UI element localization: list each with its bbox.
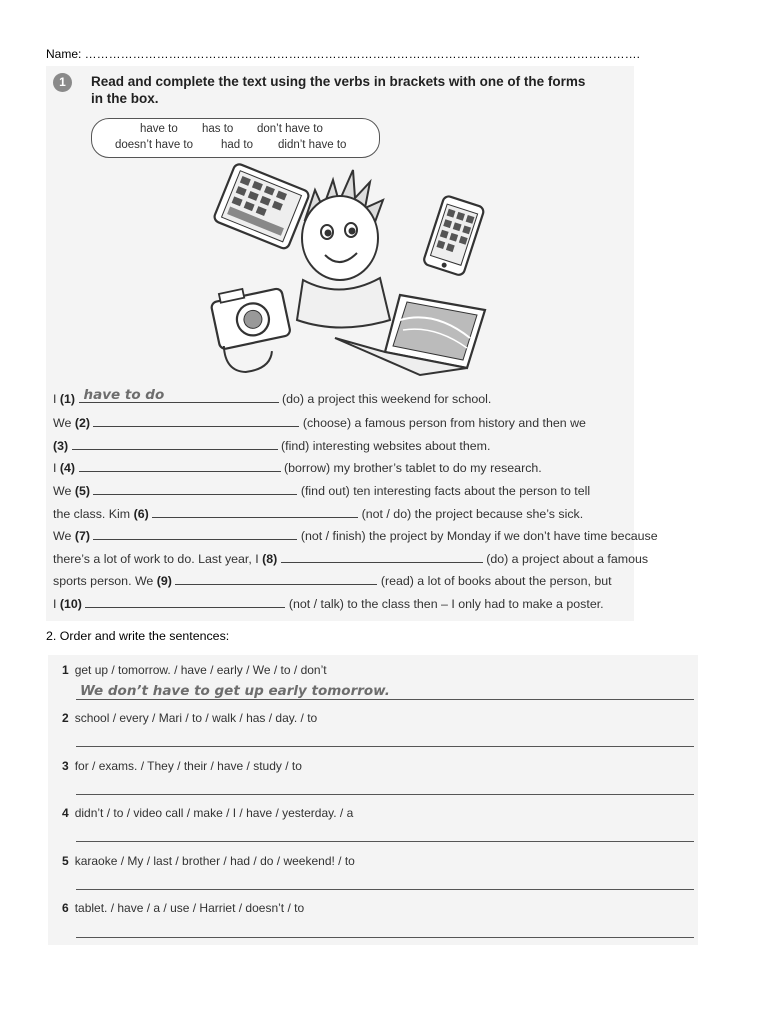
text-line-1: I (1) have to do (do) a project this weekend for school. [53, 387, 492, 406]
text-line-5: We (5) (find out) ten interesting facts about the person to tell [53, 484, 591, 498]
word-option: didn’t have to [278, 139, 347, 151]
text-line-2: We (2) (choose) a famous person from history and then we [53, 416, 586, 430]
tablet-icon [213, 163, 310, 250]
answer-line-4[interactable] [76, 840, 694, 842]
example-answer-2: We don’t have to get up early tomorrow. [80, 683, 390, 699]
sentence-item-5: 5 karaoke / My / last / brother / had / do / weekend! / to [62, 854, 355, 868]
word-option: doesn’t have to [115, 139, 194, 151]
sentence-item-3: 3 for / exams. / They / their / have / study / to [62, 759, 302, 773]
text-line-8: there’s a lot of work to do. Last year, I (8) (do) a project about a famous [53, 552, 649, 566]
word-option: have to [140, 123, 178, 135]
instruction-line: in the box. [91, 91, 159, 106]
word-option: had to [221, 139, 253, 151]
text-line-6: the class. Kim (6) (not / do) the project because she’s sick. [53, 507, 584, 521]
camera-icon [209, 281, 297, 376]
text-line-9: sports person. We (9) (read) a lot of books about the person, but [53, 574, 612, 588]
answer-gap-9[interactable] [175, 572, 377, 585]
answer-line-3[interactable] [76, 793, 694, 795]
word-box [91, 118, 380, 158]
illustration [205, 160, 505, 385]
answer-gap-4[interactable] [79, 459, 281, 472]
answer-gap-3[interactable] [72, 437, 278, 450]
exercise2-title: 2. Order and write the sentences: [46, 629, 230, 643]
example-answer: have to do [83, 387, 165, 403]
sentence-item-6: 6 tablet. / have / a / use / Harriet / doesn’t / to [62, 901, 305, 915]
text-line-10: I (10) (not / talk) to the class then – I only had to make a poster. [53, 597, 604, 611]
answer-gap-6[interactable] [152, 505, 358, 518]
answer-gap-10[interactable] [85, 595, 285, 608]
text-line-3: (3) (find) interesting websites about them. [53, 439, 491, 453]
instruction-line: Read and complete the text using the verbs in brackets with one of the forms [91, 74, 586, 89]
answer-gap-7[interactable] [93, 527, 297, 540]
boy-figure [297, 170, 390, 328]
answer-gap-8[interactable] [281, 550, 483, 563]
exercise-number-badge: 1 [53, 73, 72, 92]
answer-line-5[interactable] [76, 888, 694, 890]
answer-gap-5[interactable] [93, 482, 297, 495]
word-option: has to [202, 123, 234, 135]
answer-gap-1[interactable] [79, 387, 279, 403]
name-field-label: Name: …………………………………………………………………………………………………………………………. [46, 47, 641, 61]
sentence-item-2: 2 school / every / Mari / to / walk / has / day. / to [62, 711, 318, 725]
answer-gap-2[interactable] [93, 414, 299, 427]
text-line-7: We (7) (not / finish) the project by Monday if we don’t have time because [53, 529, 658, 543]
answer-line-2[interactable] [76, 745, 694, 747]
answer-line-6[interactable] [76, 936, 694, 938]
exercise1-instruction [91, 73, 616, 107]
smartphone-icon [423, 195, 485, 276]
word-option: don’t have to [257, 123, 323, 135]
sentence-item-1: 1 get up / tomorrow. / have / early / We / to / don’t [62, 663, 327, 677]
answer-line-1[interactable] [76, 698, 694, 700]
sentence-item-4: 4 didn’t / to / video call / make / I / have / yesterday. / a [62, 806, 354, 820]
text-line-4: I (4) (borrow) my brother’s tablet to do my research. [53, 461, 542, 475]
